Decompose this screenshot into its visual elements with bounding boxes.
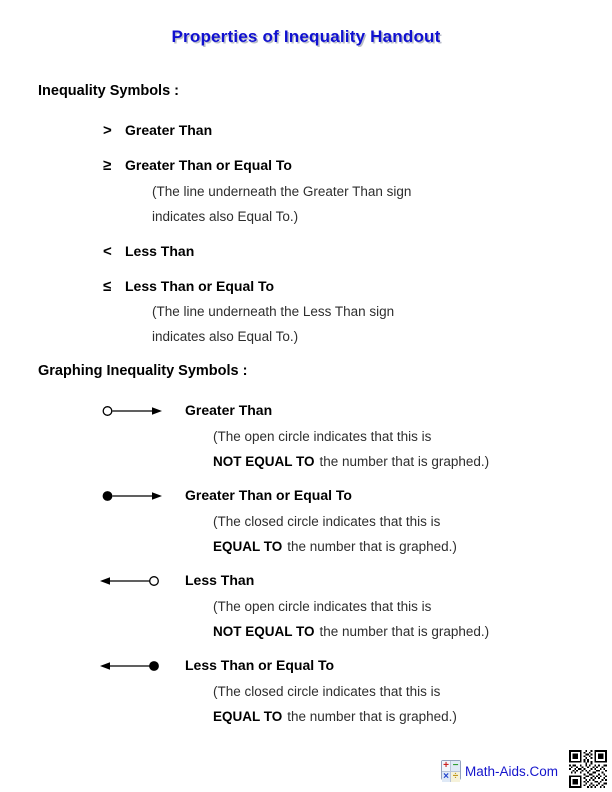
- graphing-item-label: Greater Than or Equal To: [185, 487, 352, 503]
- plus-glyph: +: [442, 761, 451, 772]
- graphing-item-label: Greater Than: [185, 402, 273, 418]
- greater-than-or-equal-symbol: ≥: [103, 157, 112, 174]
- symbol-item-note-line2: indicates also Equal To.): [152, 209, 299, 224]
- graphing-item-label: Less Than or Equal To: [185, 657, 335, 673]
- math-aids-logo-icon: [441, 760, 461, 780]
- symbol-item-label: Greater Than or Equal To: [125, 157, 292, 173]
- section-heading-inequality-symbols: Inequality Symbols :: [38, 83, 179, 99]
- left-arrow-closed-circle-icon: [100, 659, 160, 671]
- graphing-item-note-line2: EQUAL TO the number that is graphed.): [213, 539, 457, 554]
- symbol-item-label: Greater Than: [125, 122, 213, 138]
- graphing-item-note-line2: NOT EQUAL TO the number that is graphed.): [213, 624, 490, 639]
- page-title: Properties of Inequality Handout: [171, 27, 441, 46]
- symbol-item-less-than-or-equal: [103, 278, 274, 295]
- graphing-item-note-line1: (The open circle indicates that this is: [213, 429, 432, 444]
- graphing-item-label: Less Than: [185, 572, 255, 588]
- open-circle-right-arrow-icon: [102, 404, 162, 416]
- symbol-item-note-line1: (The line underneath the Greater Than sign: [152, 184, 412, 199]
- symbol-item-greater-than: [103, 122, 212, 139]
- graphing-item-note-line1: (The open circle indicates that this is: [213, 599, 432, 614]
- graphing-item-note-line1: (The closed circle indicates that this is: [213, 514, 441, 529]
- symbol-item-less-than: [103, 243, 194, 260]
- multiply-glyph: ×: [442, 772, 451, 782]
- symbol-item-label: Less Than or Equal To: [125, 278, 275, 294]
- graphing-item-note-line2: NOT EQUAL TO the number that is graphed.): [213, 454, 490, 469]
- graphing-item-note-line1: (The closed circle indicates that this is: [213, 684, 441, 699]
- symbol-item-note-line2: indicates also Equal To.): [152, 329, 299, 344]
- graphing-item-note-line2: EQUAL TO the number that is graphed.): [213, 709, 457, 724]
- greater-than-symbol: >: [103, 122, 112, 139]
- less-than-symbol: <: [103, 243, 112, 260]
- math-aids-brand-link[interactable]: Math-Aids.Com: [465, 764, 559, 779]
- divide-glyph: ÷: [452, 771, 459, 782]
- less-than-or-equal-symbol: ≤: [103, 278, 112, 295]
- symbol-item-note-line1: (The line underneath the Less Than sign: [152, 304, 395, 319]
- qr-code-icon: [569, 750, 607, 788]
- section-heading-graphing-inequality-symbols: Graphing Inequality Symbols :: [38, 363, 248, 379]
- closed-circle-right-arrow-icon: [102, 489, 162, 501]
- minus-glyph: −: [452, 760, 459, 771]
- left-arrow-open-circle-icon: [100, 574, 160, 586]
- symbol-item-greater-than-or-equal: [103, 157, 292, 174]
- symbol-item-label: Less Than: [125, 243, 195, 259]
